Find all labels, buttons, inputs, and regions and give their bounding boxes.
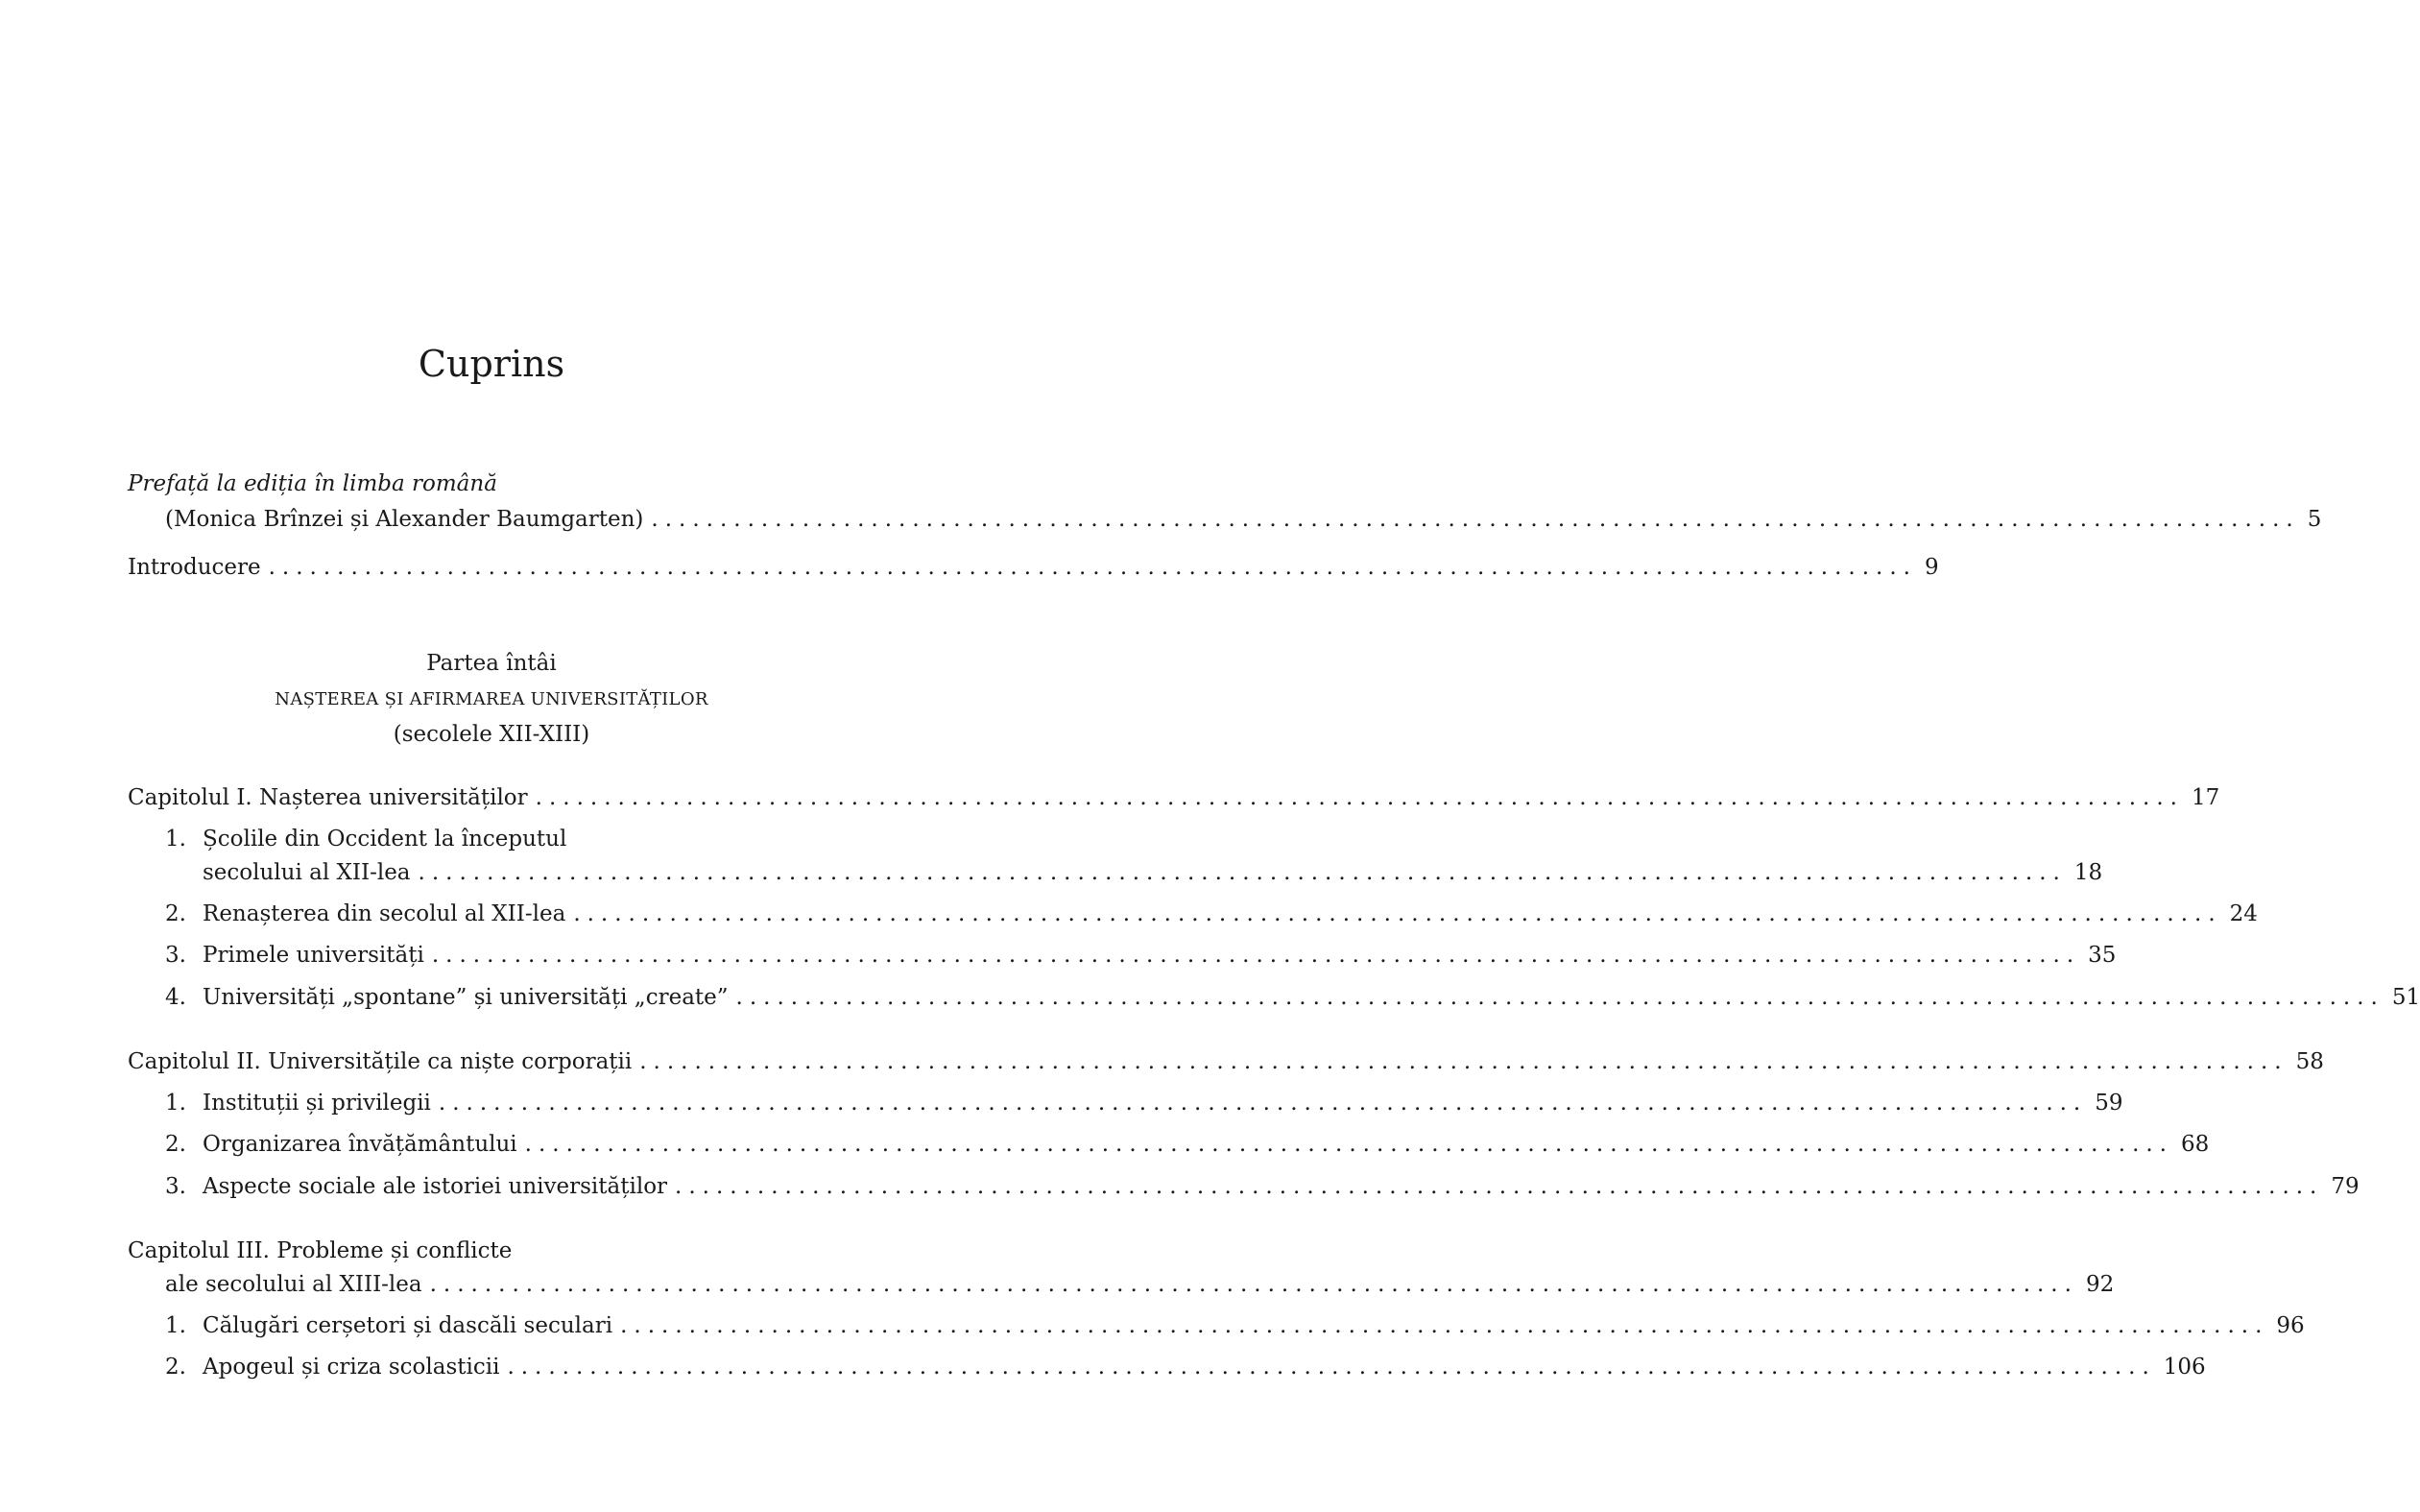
section-number: 2. <box>165 1355 186 1380</box>
toc-entry-preface[interactable] <box>165 503 2322 536</box>
section-title: Primele universități <box>203 943 424 968</box>
section-number: 2. <box>165 1132 186 1157</box>
dot-leader: ........................................................................................................................ <box>675 1174 2324 1199</box>
chapter-title-continued: ale secolului al XIII-lea <box>165 1272 422 1297</box>
page-number: 9 <box>1924 555 1939 580</box>
preface-authors: (Monica Brînzei și Alexander Baumgarten) <box>165 507 644 532</box>
page-number: 68 <box>2181 1132 2210 1157</box>
page-number: 51 <box>2391 985 2420 1010</box>
page-number: 58 <box>2295 1049 2324 1074</box>
page-number: 79 <box>2331 1174 2360 1199</box>
page-number: 92 <box>2085 1272 2115 1297</box>
section-number: 3. <box>165 943 186 968</box>
dot-leader: ........................................................................................................................ <box>535 785 2184 810</box>
section-number: 1. <box>165 1313 186 1338</box>
section-number: 1. <box>165 827 186 852</box>
section-number: 2. <box>165 901 186 926</box>
dot-leader: ........................................................................................................................ <box>268 555 1917 580</box>
dot-leader: ........................................................................................................................ <box>507 1355 2156 1380</box>
toc-entry-chapter-1[interactable] <box>128 781 2220 814</box>
chapter-title: Capitolul I. Nașterea universităților <box>128 785 528 810</box>
toc-entry-section-2-1[interactable] <box>165 1087 2123 1119</box>
toc-entry-section-1-3[interactable] <box>165 939 2117 972</box>
page-number: 59 <box>2095 1091 2123 1116</box>
section-title: Organizarea învățământului <box>203 1132 517 1157</box>
section-title: Aspecte sociale ale istoriei universităților <box>203 1174 668 1199</box>
page-number: 5 <box>2307 507 2322 532</box>
section-number: 3. <box>165 1174 186 1199</box>
page-number: 96 <box>2276 1313 2305 1338</box>
section-title: Renașterea din secolul al XII-lea <box>203 901 566 926</box>
section-title: Instituții și privilegii <box>203 1091 431 1116</box>
toc-entry-section-3-1[interactable] <box>165 1309 2305 1342</box>
dot-leader: ........................................................................................................................ <box>620 1313 2269 1338</box>
preface-title: Prefață la ediția în limba română <box>128 471 497 496</box>
page-number: 24 <box>2229 901 2258 926</box>
part-label: Partea întâi <box>426 651 557 676</box>
dot-leader: ........................................................................................................................ <box>651 507 2300 532</box>
toc-entry-section-1-1-line2[interactable] <box>203 856 2103 889</box>
entry-label: Introducere <box>128 555 261 580</box>
chapter-title: Capitolul II. Universitățile ca niște corporații <box>128 1049 633 1074</box>
section-title: Călugări cerșetori și dascăli seculari <box>203 1313 613 1338</box>
part-period: (secolele XII-XIII) <box>393 722 590 747</box>
section-title: Universități „spontane” și universități „create” <box>203 985 729 1010</box>
chapter-3-title-line1[interactable]: Capitolul III. Probleme și conflicte <box>128 1238 513 1263</box>
toc-entry-section-1-4[interactable] <box>165 981 2420 1014</box>
toc-entry-chapter-2[interactable] <box>128 1045 2324 1078</box>
page-title: Cuprins <box>418 343 565 385</box>
section-number: 1. <box>165 1091 186 1116</box>
page-number: 106 <box>2163 1355 2206 1380</box>
toc-entry-section-2-3[interactable] <box>165 1170 2360 1203</box>
dot-leader: ........................................................................................................................ <box>573 901 2222 926</box>
toc-entry-section-1-1-line1[interactable] <box>165 823 566 855</box>
toc-entry-section-1-2[interactable] <box>165 898 2258 930</box>
section-title-continued: secolului al XII-lea <box>203 860 411 885</box>
toc-entry-section-2-2[interactable] <box>165 1128 2210 1161</box>
toc-entry-chapter-3[interactable] <box>165 1268 2115 1301</box>
section-title: Școlile din Occident la începutul <box>203 827 567 852</box>
dot-leader: ........................................................................................................................ <box>639 1049 2288 1074</box>
toc-entry-introduction[interactable] <box>128 551 1939 584</box>
section-number: 4. <box>165 985 186 1010</box>
dot-leader: ........................................................................................................................ <box>431 943 2081 968</box>
dot-leader: ........................................................................................................................ <box>429 1272 2078 1297</box>
toc-entry-section-3-2[interactable] <box>165 1351 2206 1383</box>
dot-leader: ........................................................................................................................ <box>438 1091 2088 1116</box>
page-number: 17 <box>2191 785 2220 810</box>
page-number: 35 <box>2088 943 2117 968</box>
section-title: Apogeul și criza scolasticii <box>203 1355 500 1380</box>
dot-leader: ........................................................................................................................ <box>418 860 2067 885</box>
dot-leader: ........................................................................................................................ <box>524 1132 2173 1157</box>
page-number: 18 <box>2073 860 2103 885</box>
part-heading: NAȘTEREA ȘI AFIRMAREA UNIVERSITĂȚILOR <box>275 689 708 709</box>
dot-leader: ........................................................................................................................ <box>735 985 2384 1010</box>
